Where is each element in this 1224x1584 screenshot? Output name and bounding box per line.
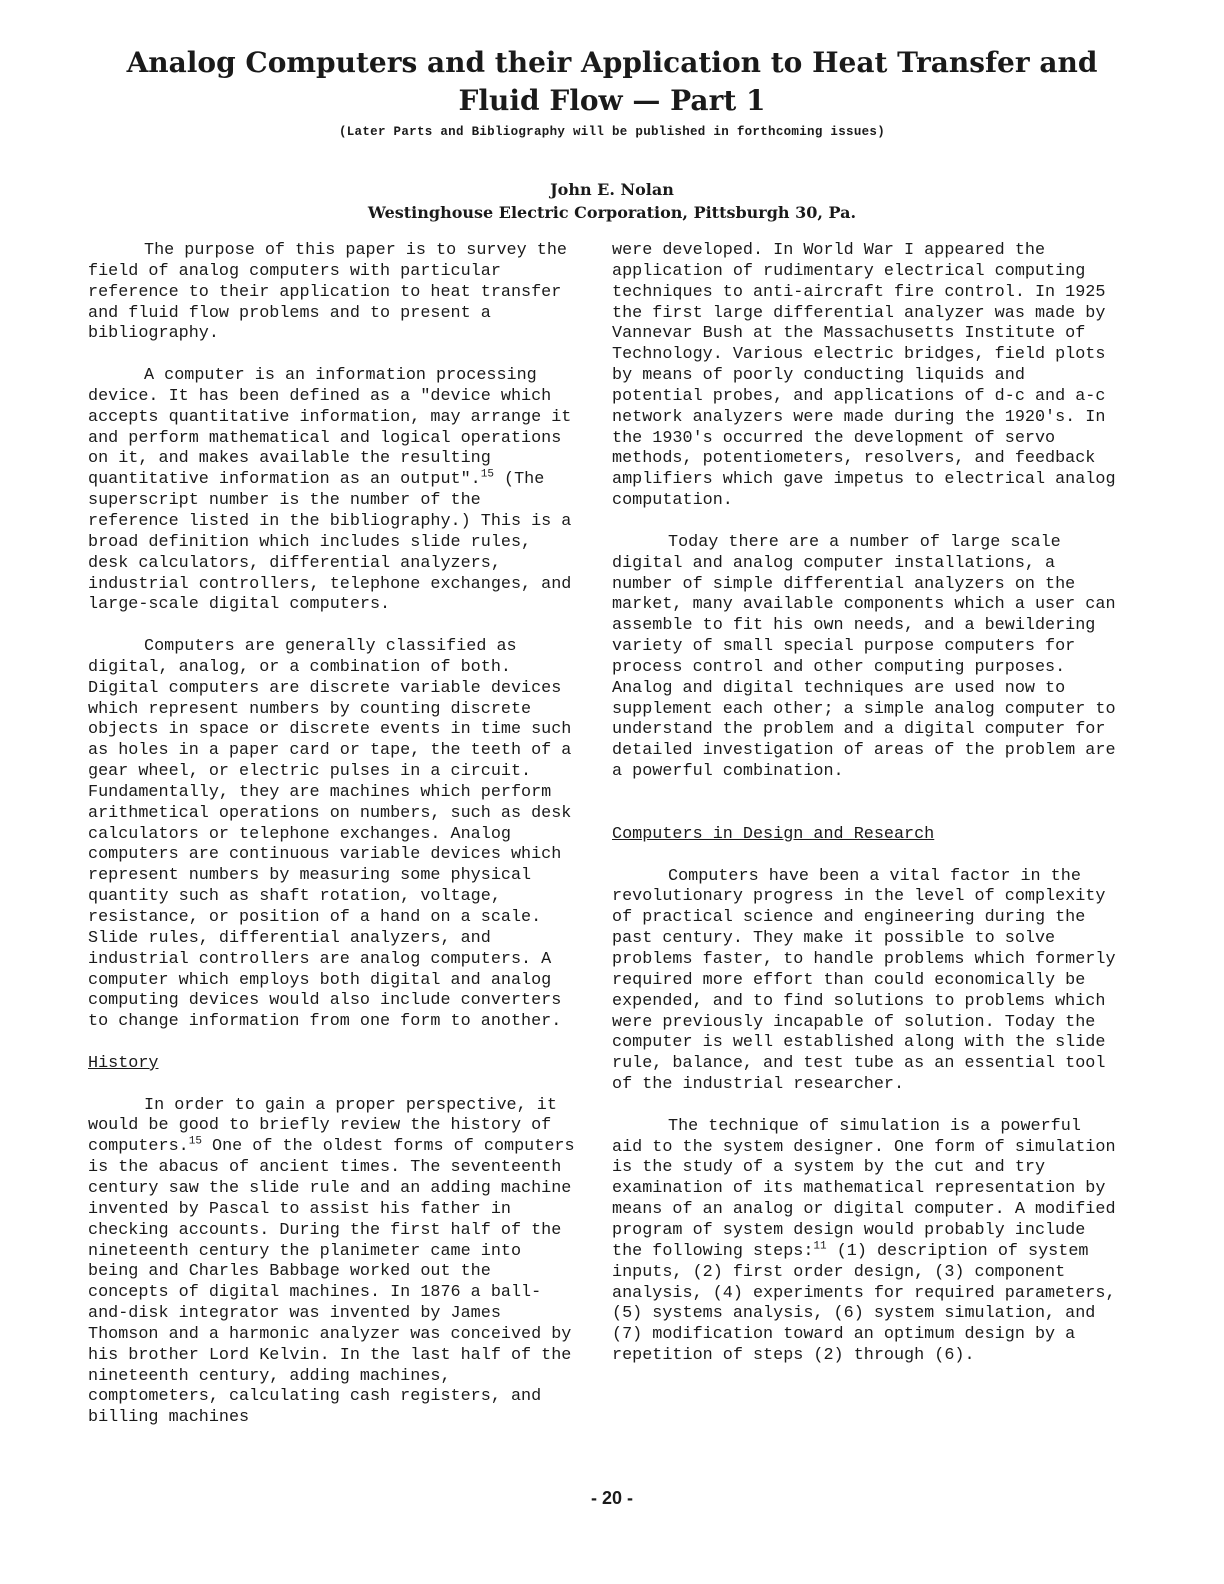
right-column bbox=[612, 241, 1117, 1388]
paragraph-text: A computer is an information processing device. It has been defined as a "device which accepts quantitative information, may arrange it and perform mathematical and logical operations on it, and makes available the resulting quantitative information as an output". bbox=[88, 366, 572, 490]
paragraph-text: (The superscript number is the number of the reference listed in the bibliography.) This is a broad definition which includes slide rules, desk calculators, differential analyzers, industrial controllers, telephone exchanges, and large-scale digital computers. bbox=[88, 470, 572, 615]
reference-superscript: 15 bbox=[480, 468, 494, 481]
reference-superscript: 11 bbox=[813, 1240, 827, 1253]
paragraph-history-continued: were developed. In World War I appeared the application of rudimentary electrical computing techniques to anti-aircraft fire control. In 1925 the first large differential analyzer was made by Vannevar Bush at the Massachusetts Institute of Technology. Various electric bridges, field plots by means of poorly conducting liquids and potential probes, and applications of d-c and a-c network analyzers were made during the 1920's. In the 1930's occurred the development of servo methods, potentiometers, resolvers, and feedback amplifiers which gave impetus to electrical analog computation. bbox=[612, 241, 1116, 511]
paragraph-history bbox=[88, 1096, 578, 1430]
section-heading-design-research: Computers in Design and Research bbox=[612, 824, 935, 844]
page-number: - 20 - bbox=[590, 1488, 633, 1508]
paragraph-text: One of the oldest forms of computers is the abacus of ancient times. The seventeenth century saw the slide rule and an adding machine invented by Pascal to assist his father in checking accounts. During the first half of the nineteenth century the planimeter came into being and Charles Babbage worked out the concepts of digital machines. In 1876 a ball-and-disk integrator was invented by James Thomson and a harmonic analyzer was conceived by his brother Lord Kelvin. In the last half of the nineteenth century, adding machines, comptometers, calculating cash registers, and billing machines bbox=[88, 1137, 575, 1428]
article-subtitle: (Later Parts and Bibliography will be published in forthcoming issues) bbox=[338, 125, 886, 139]
paragraph-purpose: The purpose of this paper is to survey the field of analog computers with particular reference to their application to heat transfer and fluid flow problems and to present a bibliography. bbox=[88, 241, 567, 344]
article-title: Analog Computers and their Application to Heat Transfer and Fluid Flow — Part 1 bbox=[126, 46, 1098, 117]
section-heading-design-block bbox=[612, 825, 1117, 846]
section-heading-history: History bbox=[88, 1053, 159, 1073]
paragraph-classification: Computers are generally classified as digital, analog, or a combination of both. Digital computers are discrete variable devices which represent numbers by counting discrete objects in space or discrete events in time such as holes in a paper card or tape, the teeth of a gear wheel, or electric pulses in a circuit. Fundamentally, they are machines which perform arithmetical operations on numbers, such as desk calculators or telephone exchanges. Analog computers are continuous variable devices which represent numbers by measuring some physical quantity such as shaft rotation, voltage, resistance, or position of a hand on a scale. Slide rules, differential analyzers, and industrial controllers are analog computers. A computer which employs both digital and analog computing devices would also include converters to change information from one form to another. bbox=[88, 637, 572, 1032]
paragraph-today: Today there are a number of large scale digital and analog computer installations, a number of simple differential analyzers on the market, many available components which a user can assemble to fit his own needs, and a bewildering variety of small special purpose computers for process control and other computing purposes. Analog and digital techniques are used now to supplement each other; a simple analog computer to understand the problem and a digital computer for detailed investigation of areas of the problem are a powerful combination. bbox=[612, 532, 1116, 782]
reference-superscript: 15 bbox=[188, 1135, 202, 1148]
left-column bbox=[88, 241, 578, 1450]
section-heading-history-block bbox=[88, 1054, 578, 1075]
author-name: John E. Nolan bbox=[550, 180, 674, 199]
paragraph-simulation bbox=[612, 1117, 1117, 1367]
author-affiliation: Westinghouse Electric Corporation, Pittsburgh 30, Pa. bbox=[367, 203, 857, 222]
paragraph-text: (1) description of system inputs, (2) first order design, (3) component analysis, (4) experiments for required parameters, (5) systems analysis, (6) system simulation, and (7) modification toward an optimum design by a repetition of steps (2) through (6). bbox=[612, 1241, 1116, 1366]
paragraph-computer-definition bbox=[88, 366, 578, 616]
paragraph-text: In order to gain a proper perspective, it would be good to briefly review the history of computers. bbox=[88, 1095, 557, 1157]
paragraph-computers-vital: Computers have been a vital factor in the revolutionary progress in the level of complexity of practical science and engineering during the past century. They make it possible to solve problems faster, to handle problems which formerly required more effort than could economically be expended, and to find solutions to problems which were previously incapable of solution. Today the computer is well established along with the slide rule, balance, and test tube as an essential tool of the industrial researcher. bbox=[612, 866, 1116, 1095]
paragraph-text: The technique of simulation is a powerful aid to the system designer. One form of simulation is the study of a system by the cut and try examination of its mathematical representation by means of an analog or digital computer. A modified program of system design would probably include the following steps: bbox=[612, 1116, 1116, 1261]
